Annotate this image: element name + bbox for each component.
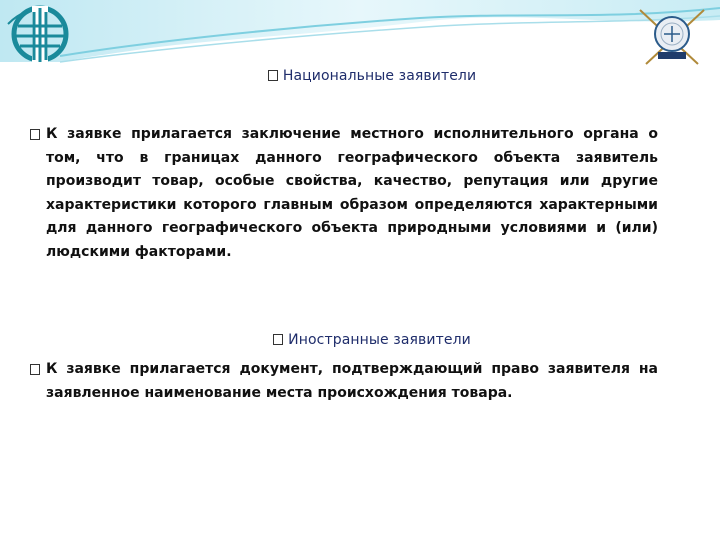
- institution-logo-icon: [4, 2, 76, 66]
- checkbox-bullet-icon: [268, 70, 278, 81]
- checkbox-bullet-icon: [273, 334, 283, 345]
- checkbox-bullet-icon: [30, 364, 40, 375]
- foreign-paragraph-text: К заявке прилагается документ, подтверждающий право заявителя на заявленное наименование места происхождения товара.: [46, 361, 658, 401]
- header-wave-decoration: [0, 0, 720, 70]
- checkbox-bullet-icon: [30, 129, 40, 140]
- emblem-icon: [634, 6, 710, 68]
- national-heading-text: Национальные заявители: [282, 68, 477, 84]
- national-paragraph-text: К заявке прилагается заключение местного исполнительного органа о том, что в границах данного географического объекта заявитель производит товар, особые свойства, качество, репутация или другие характеристики которого главным образом определяются характерными для данного географического объекта природными условиями и (или) людскими факторами.: [46, 126, 658, 260]
- foreign-heading-text: Иностранные заявители: [288, 332, 471, 348]
- national-applicants-heading: [12, 68, 720, 84]
- foreign-applicants-heading: [12, 332, 720, 348]
- foreign-applicants-paragraph: [46, 358, 658, 405]
- national-applicants-paragraph: [46, 123, 658, 265]
